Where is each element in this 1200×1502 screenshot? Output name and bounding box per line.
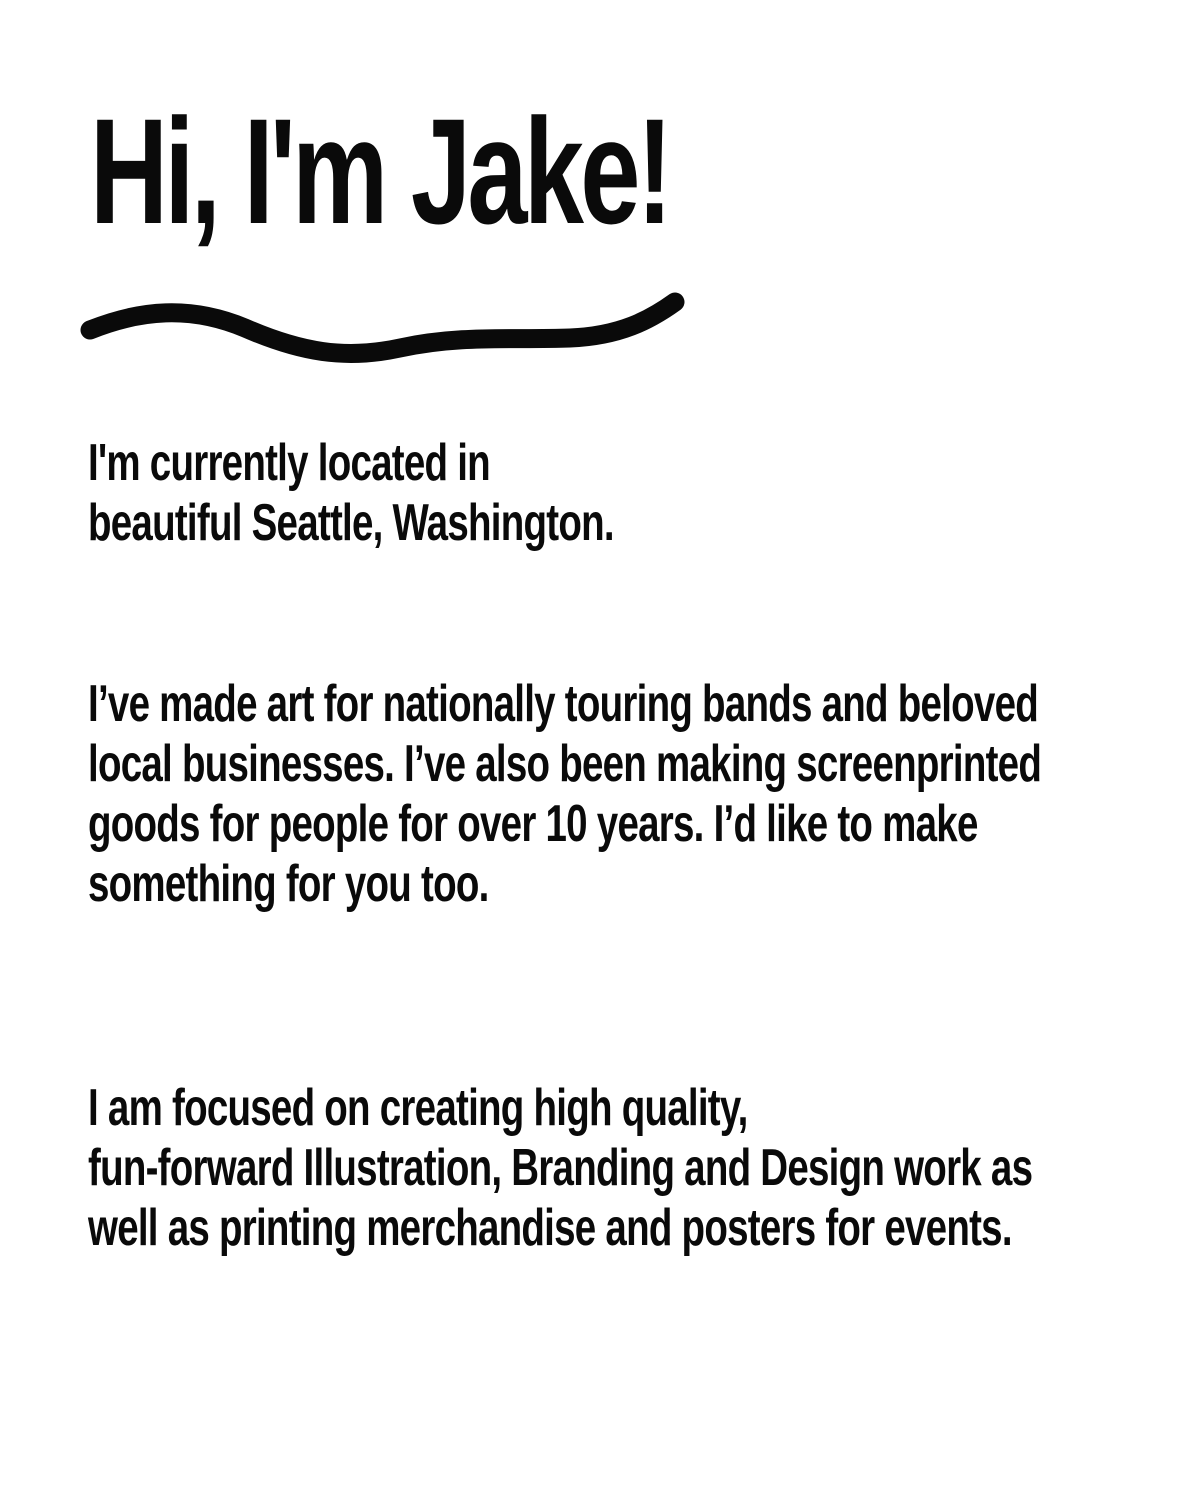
paragraph-line: I’ve made art for nationally touring bands and beloved [88,675,1038,733]
paragraph-line: fun-forward Illustration, Branding and Design work as [88,1139,1033,1197]
squiggle-underline [70,280,700,380]
paragraph-line: beautiful Seattle, Washington. [88,494,614,552]
paragraph-line: I'm currently located in [88,434,490,492]
intro-paragraph-experience [88,674,1041,914]
intro-paragraph-location [88,433,614,553]
paragraph-line: well as printing merchandise and posters for events. [88,1199,1012,1257]
paragraph-line: goods for people for over 10 years. I’d like to make [88,795,978,853]
paragraph-line: something for you too. [88,855,489,913]
paragraph-line: local businesses. I’ve also been making screenprinted [88,735,1042,793]
page-title: Hi, I'm Jake! [90,87,670,255]
paragraph-line: I am focused on creating high quality, [88,1079,748,1137]
intro-paragraph-focus [88,1078,1032,1258]
